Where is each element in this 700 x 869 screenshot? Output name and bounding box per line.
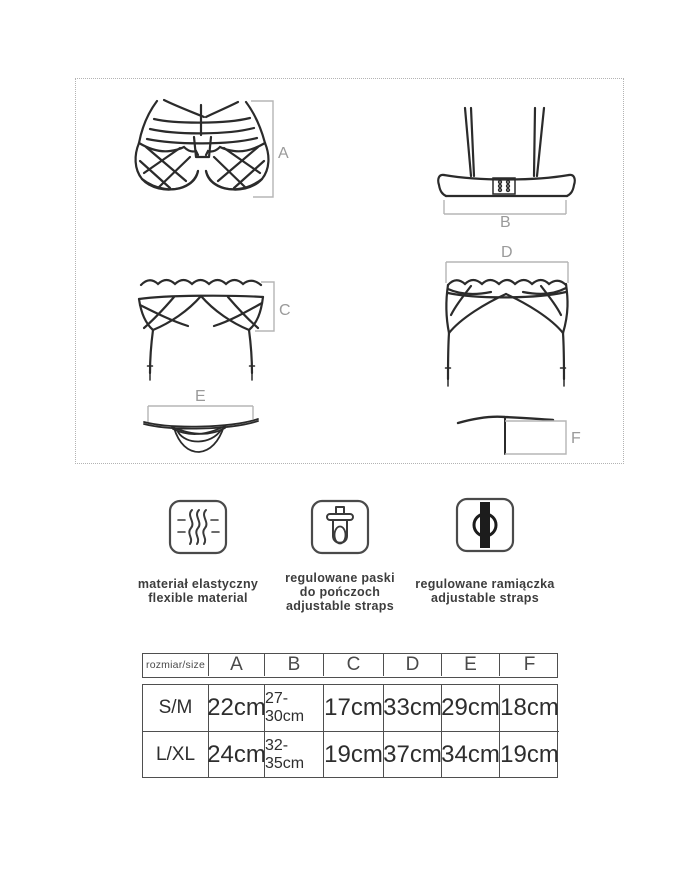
value-cell: 34cm [441,731,499,777]
measure-label-f: F [571,430,581,447]
measure-label-a: A [278,145,289,162]
garter-belt-front-diagram [136,273,301,395]
elastic-material-icon [167,498,229,556]
garter-belt-back-diagram [431,243,581,391]
value-cell: 17cm [323,685,383,731]
garter-clips [148,366,255,380]
feature-label-line: regulowane ramiączka [415,577,555,591]
value-cell: 29cm [441,685,499,731]
size-table-header-label: rozmiar/size [146,659,205,671]
feature-label-line: adjustable straps [431,591,539,605]
value-cell: 19cm [499,731,559,777]
strap-slider-icon [454,496,516,554]
feature-label-line: regulowane paski [285,571,395,585]
size-table-header [142,653,558,678]
value-cell: 18cm [499,685,559,731]
column-header-a: A [208,654,264,676]
measure-label-d: D [501,244,513,261]
measure-label-e: E [195,388,206,405]
measure-bracket-e [148,406,253,422]
value-cell: 24cm [208,731,264,777]
size-table-body [142,684,558,778]
bra-back-diagram [419,101,594,229]
feature-label-line: materiał elastyczny [137,577,259,591]
feature-label-line: flexible material [148,591,248,605]
value-cell: 27-30cm [264,685,323,731]
value-cell: 19cm [323,731,383,777]
feature-elastic-material [118,498,278,605]
side-band-diagram [449,407,584,465]
measure-bracket-f [505,421,566,454]
column-header-e: E [441,654,499,676]
feature-adjustable-straps [396,496,574,605]
measure-bracket-b [444,200,566,214]
diagram-frame [75,78,624,464]
value-cell: 37cm [383,731,441,777]
value-cell: 33cm [383,685,441,731]
measure-label-b: B [500,214,511,229]
panties-front-diagram [141,388,266,460]
measure-label-c: C [279,302,291,319]
feature-label-line: adjustable straps [286,599,394,613]
column-header-d: D [383,654,441,676]
feature-label-line: do pończoch [299,585,381,599]
column-header-b: B [264,654,323,676]
garter-clips [446,368,566,386]
size-cell: S/M [158,697,193,718]
size-cell: L/XL [143,731,208,777]
value-cell: 22cm [208,685,264,731]
column-header-f: F [499,654,559,676]
column-header-c: C [323,654,383,676]
value-cell: 32-35cm [264,731,323,777]
garter-straps-icon [309,498,371,556]
bra-front-diagram [126,93,296,208]
